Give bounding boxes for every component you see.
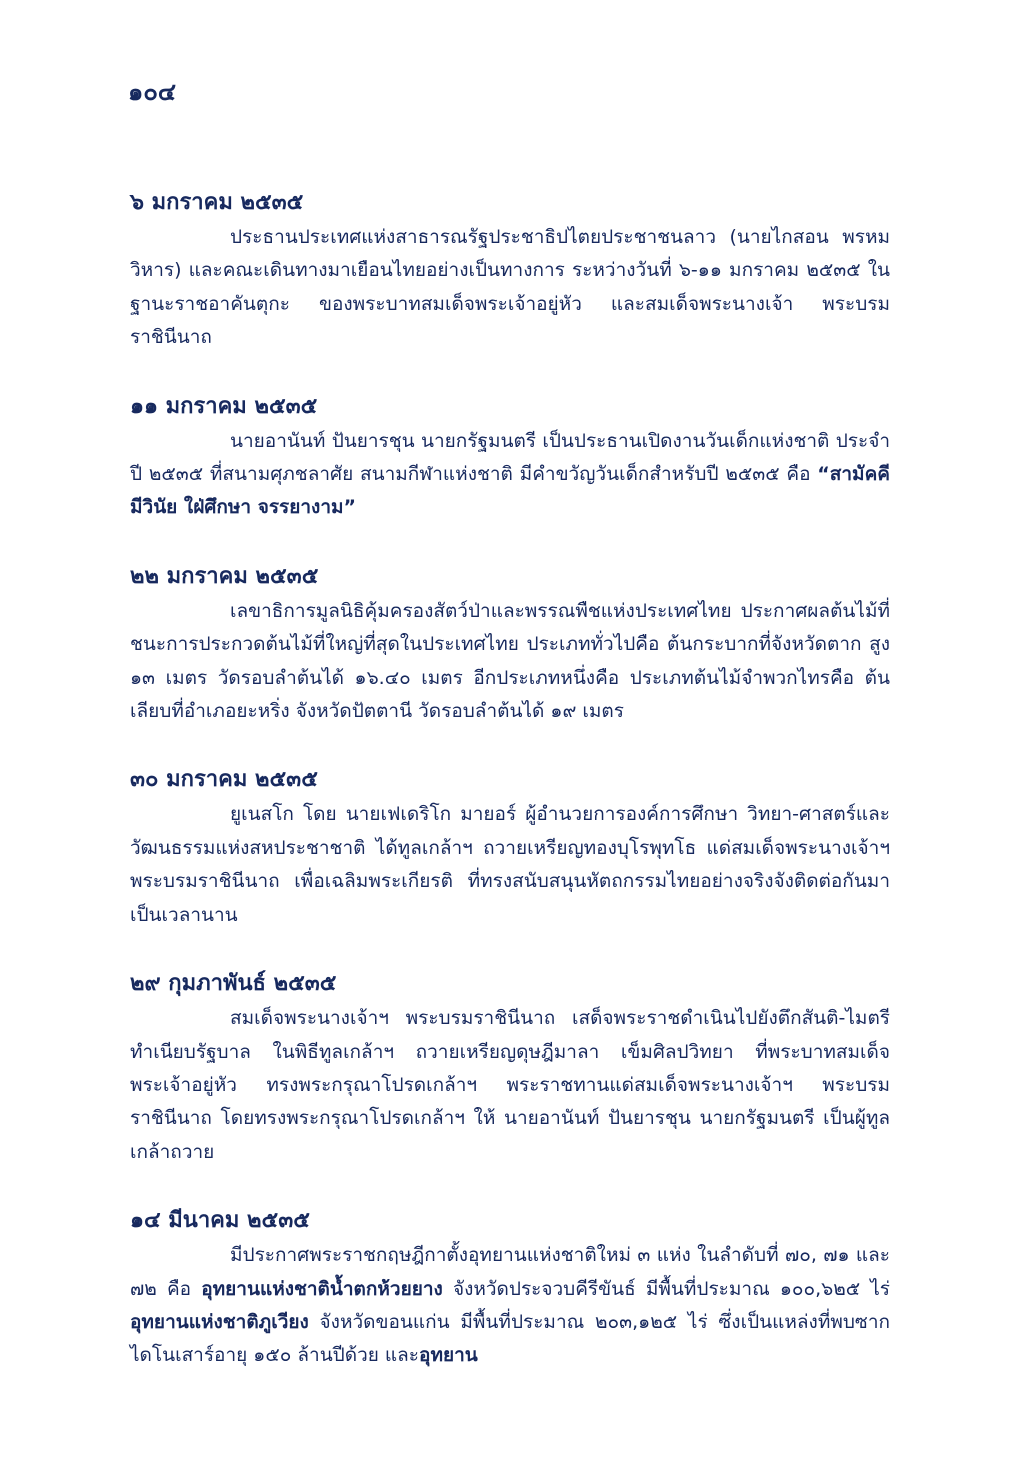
entry-date: ๑๑ มกราคม ๒๕๓๕ — [130, 393, 318, 419]
chronology-entries — [130, 185, 890, 1407]
entry — [130, 389, 890, 525]
entry-body — [130, 221, 890, 355]
page-number: ๑๐๔ — [128, 78, 177, 106]
entry-text: ยูเนสโก โดย นายเฟเดริโก มายอร์ ผู้อำนวยการองค์การศึกษา วิทยา-ศาสตร์และวัฒนธรรมแห่งสหประชาชาติ ได้ทูลเกล้าฯ ถวายเหรียญทองบุโรพุทโธ แด่สมเด็จพระนางเจ้าฯ พระบรมราชินีนาถ เพื่อเฉลิมพระเกียรติ ที่ทรงสนับสนุนหัตถกรรมไทยอย่างจริงจังติดต่อกันมาเป็นเวลานาน — [130, 803, 890, 926]
entry-date: ๒๙ กุมภาพันธ์ ๒๕๓๕ — [130, 971, 337, 997]
children-day-motto: “สามัคคี มีวินัย ใฝ่ศึกษา จรรยางาม” — [130, 463, 890, 519]
entry — [130, 559, 890, 729]
national-park-name: อุทยาน — [419, 1344, 478, 1367]
national-park-name: อุทยานแห่งชาติภูเวียง — [130, 1310, 309, 1333]
entry-text: สมเด็จพระนางเจ้าฯ พระบรมราชินีนาถ เสด็จพระราชดำเนินไปยังตึกสันติ-ไมตรี ทำเนียบรัฐบาล ในพิธีทูลเกล้าฯ ถวายเหรียญดุษฎีมาลา เข็มศิลปวิทยา ที่พระบาทสมเด็จพระเจ้าอยู่หัว ทรงพระกรุณาโปรดเกล้าฯ พระราชทานแด่สมเด็จพระนางเจ้าฯ พระบรมราชินีนาถ โดยทรงพระกรุณาโปรดเกล้าฯ ให้ นายอานันท์ ปันยารชุน นายกรัฐมนตรี เป็นผู้ทูลเกล้าถวาย — [130, 1007, 890, 1163]
entry — [130, 1203, 890, 1373]
entry-date: ๒๒ มกราคม ๒๕๓๕ — [130, 563, 319, 589]
entry-body — [130, 595, 890, 729]
entry-body — [130, 798, 890, 932]
entry-text: มีประกาศพระราชกฤษฎีกาตั้งอุทยานแห่งชาติใหม่ ๓ แห่ง ในลำดับที่ ๗๐, ๗๑ และ ๗๒ คือ — [130, 1244, 890, 1300]
entry-text: เลขาธิการมูลนิธิคุ้มครองสัตว์ป่าและพรรณพืชแห่งประเทศไทย ประกาศผลต้นไม้ที่ชนะการประกวดต้นไม้ที่ใหญ่ที่สุดในประเทศไทย ประเภททั่วไปคือ ต้นกระบากที่จังหวัดตาก สูง ๑๓ เมตร วัดรอบลำต้นได้ ๑๖.๔๐ เมตร อีกประเภทหนึ่งคือ ประเภทต้นไม้จำพวกไทรคือ ต้นเลียบที่อำเภอยะหริ่ง จังหวัดปัตตานี วัดรอบลำต้นได้ ๑๙ เมตร — [130, 599, 890, 723]
entry — [130, 966, 890, 1169]
entry-body — [130, 1002, 890, 1169]
entry — [130, 762, 890, 932]
entry-text: จังหวัดประจวบคีรีขันธ์ มีพื้นที่ประมาณ ๑๐๐,๖๒๕ ไร่ — [442, 1277, 891, 1300]
entry-text: ประธานประเทศแห่งสาธารณรัฐประชาธิปไตยประชาชนลาว (นายไกสอน พรหมวิหาร) และคณะเดินทางมาเยือนไทยอย่างเป็นทางการ ระหว่างวันที่ ๖-๑๑ มกราคม ๒๕๓๕ ในฐานะราชอาคันตุกะ ของพระบาทสมเด็จพระเจ้าอยู่หัว และสมเด็จพระนางเจ้า พระบรมราชินีนาถ — [130, 226, 890, 349]
entry-text: จังหวัดขอนแก่น มีพื้นที่ประมาณ ๒๐๓,๑๒๕ ไร่ ซึ่งเป็นแหล่งที่พบซากไดโนเสาร์อายุ ๑๕๐ ล้านปีด้วย และ — [130, 1310, 890, 1367]
entry-body — [130, 425, 890, 525]
national-park-name: อุทยานแห่งชาติน้ำตกห้วยยาง — [201, 1277, 443, 1300]
entry — [130, 185, 890, 355]
entry-date: ๓๐ มกราคม ๒๕๓๕ — [130, 767, 318, 793]
entry-body — [130, 1239, 890, 1373]
entry-date: ๖ มกราคม ๒๕๓๕ — [130, 190, 304, 215]
entry-text: นายอานันท์ ปันยารชุน นายกรัฐมนตรี เป็นประธานเปิดงานวันเด็กแห่งชาติ ประจำปี ๒๕๓๕ ที่สนามศุภชลาศัย สนามกีฬาแห่งชาติ มีคำขวัญวันเด็กสำหรับปี ๒๕๓๕ คือ — [130, 429, 890, 486]
entry-date: ๑๔ มีนาคม ๒๕๓๕ — [130, 1208, 310, 1234]
